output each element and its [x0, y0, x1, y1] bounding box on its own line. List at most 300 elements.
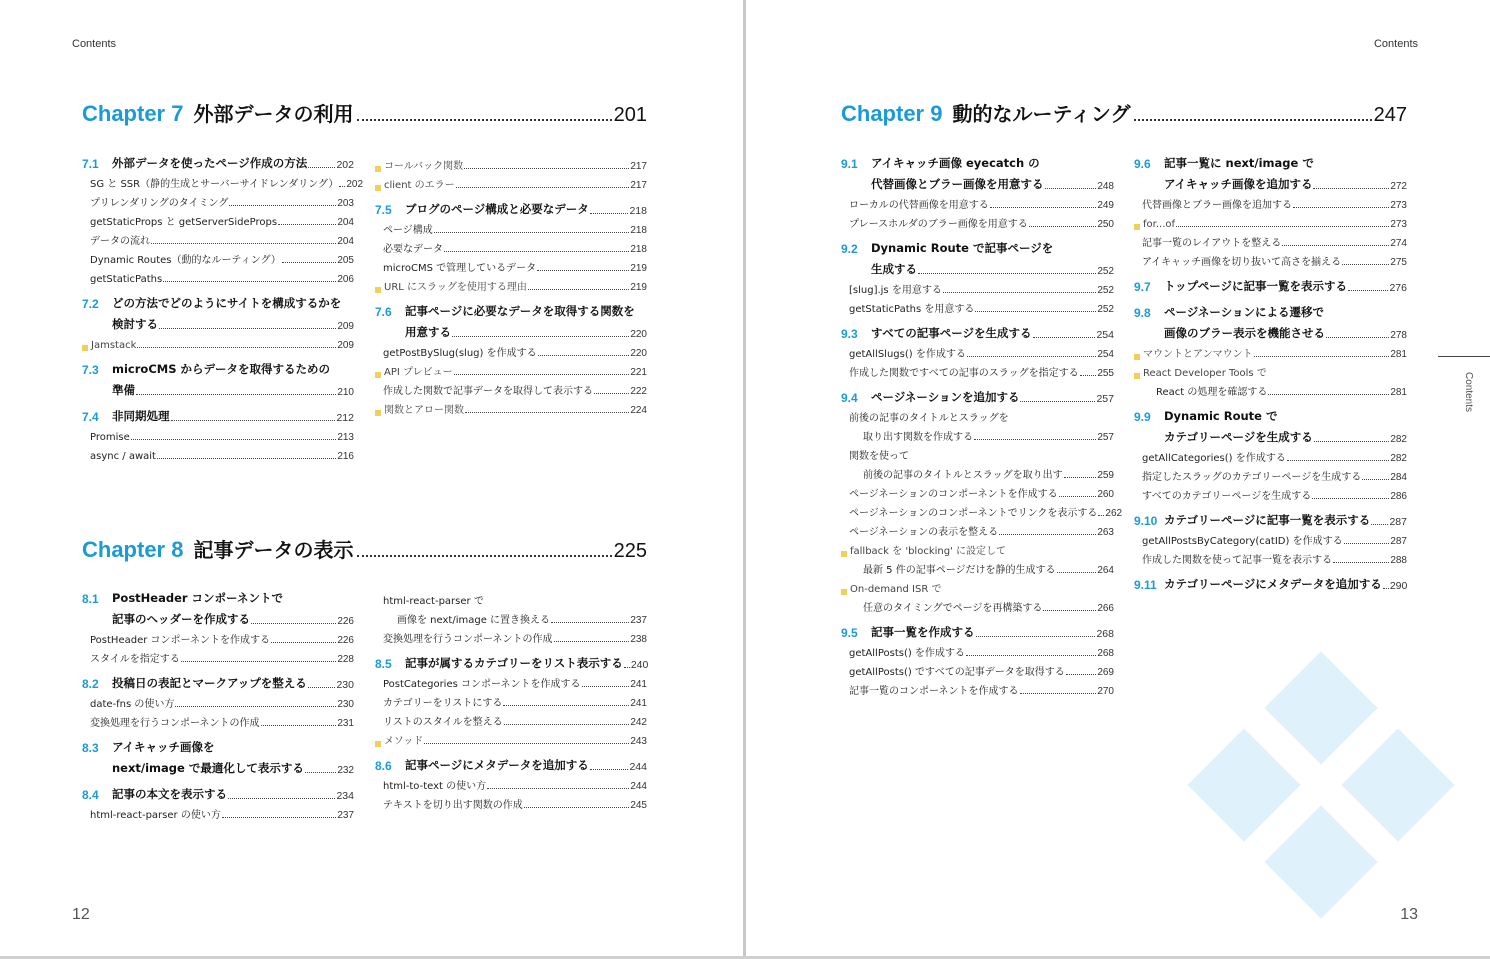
toc-column [1134, 150, 1407, 592]
entry-title: 外部データを使ったページ作成の方法 [112, 156, 308, 170]
leader-dots [1029, 226, 1097, 227]
toc-entry [841, 481, 1114, 500]
page-number: 12 [72, 906, 90, 923]
leader-dots [990, 207, 1097, 208]
entry-page: 216 [337, 451, 354, 462]
leader-dots [504, 724, 630, 725]
toc-section [841, 150, 1114, 171]
bullet-icon [375, 185, 381, 191]
leader-dots [1282, 245, 1389, 246]
entry-page: 219 [630, 263, 647, 274]
toc-entry [1134, 320, 1407, 341]
entry-page: 281 [1390, 387, 1407, 398]
toc-entry [841, 462, 1114, 481]
entry-title: getStaticProps と getServerSideProps [90, 217, 278, 228]
entry-title: microCMS からデータを取得するための [112, 362, 330, 376]
leader-dots [503, 705, 629, 706]
leader-dots [261, 725, 337, 726]
leader-dots [1362, 479, 1389, 480]
chapter-9-heading [841, 98, 1407, 128]
toc-entry [1134, 379, 1407, 398]
entry-title: カテゴリーをリストにする [383, 698, 503, 709]
leader-dots [1098, 515, 1104, 516]
entry-page: 252 [1097, 266, 1114, 277]
entry-title: getPostBySlug(slug) を作成する [383, 348, 537, 359]
leader-dots [251, 623, 336, 624]
entry-title: 記事一覧のレイアウトを整える [1142, 238, 1282, 249]
toc-section [375, 196, 647, 217]
entry-page: 202 [336, 159, 354, 171]
leader-dots [1045, 188, 1097, 189]
toc-entry [1134, 341, 1407, 360]
entry-page: 273 [1390, 219, 1407, 230]
toc-section [375, 650, 647, 671]
chapter-page: 225 [613, 540, 647, 562]
leader-dots [594, 393, 629, 394]
entry-page: 266 [1097, 603, 1114, 614]
entry-title: メソッド [384, 736, 424, 747]
entry-title: Dynamic Route で [1164, 409, 1278, 423]
toc-entry [82, 710, 354, 729]
entry-title: html-react-parser で [383, 596, 484, 607]
entry-title: Dynamic Route で記事ページを [871, 241, 1054, 255]
chapter-label: Chapter 7 [82, 101, 184, 126]
chapter-title: 記事データの表示 [193, 538, 354, 562]
entry-title: 画像のブラー表示を機能させる [1164, 326, 1325, 340]
toc-section [82, 670, 354, 691]
section-number: 9.10 [1134, 514, 1158, 528]
entry-page: 242 [630, 717, 647, 728]
entry-page: 273 [1390, 200, 1407, 211]
toc-entry [1134, 464, 1407, 483]
entry-title: データの流れ [90, 236, 150, 247]
toc-entry [375, 217, 647, 236]
entry-title: カテゴリーページにメタデータを追加する [1164, 577, 1382, 591]
toc-section [82, 734, 354, 755]
entry-title: 前後の記事のタイトルとスラッグを [849, 413, 1009, 424]
toc-entry [82, 424, 354, 443]
toc-entry [82, 311, 354, 332]
leader-dots [444, 251, 629, 252]
leader-dots [171, 420, 336, 421]
entry-page: 287 [1389, 516, 1407, 528]
entry-title: 準備 [112, 383, 135, 397]
entry-title: 記事ページにメタデータを追加する [405, 758, 589, 772]
toc-entry [375, 690, 647, 709]
entry-title: どの方法でどのようにサイトを構成するかを [112, 296, 342, 310]
leader-dots [999, 534, 1096, 535]
entry-title: for...of [1143, 219, 1176, 230]
entry-title: microCMS で管理しているデータ [383, 263, 537, 274]
leader-dots [454, 374, 630, 375]
chapter-title: 外部データの利用 [193, 102, 354, 126]
leader-dots [1066, 674, 1097, 675]
entry-page: 218 [629, 205, 647, 217]
leader-dots [624, 667, 630, 668]
toc-entry [375, 792, 647, 811]
entry-title: ページネーションの表示を整える [849, 527, 999, 538]
section-number: 7.4 [82, 410, 99, 424]
leader-dots [582, 686, 630, 687]
toc-entry [82, 332, 354, 351]
leader-dots [1057, 572, 1097, 573]
entry-page: 226 [337, 635, 354, 646]
leader-dots [163, 281, 336, 282]
toc-entry [82, 802, 354, 821]
entry-title: ページネーションのコンポーネントを作成する [849, 489, 1058, 500]
right-page [746, 0, 1490, 959]
leader-dots [976, 636, 1096, 637]
entry-page: 278 [1390, 330, 1407, 341]
leader-dots [487, 788, 629, 789]
entry-title: getStaticPaths [90, 274, 163, 285]
leader-dots [1383, 588, 1389, 589]
toc-entry [375, 274, 647, 293]
bullet-icon [375, 287, 381, 293]
section-number: 9.4 [841, 391, 858, 405]
leader-dots [974, 439, 1096, 440]
toc-entry [375, 728, 647, 747]
entry-title: 取り出す関数を作成する [863, 432, 973, 443]
entry-page: 248 [1097, 181, 1114, 192]
toc-column [375, 588, 647, 811]
leader-dots [308, 167, 335, 168]
leader-dots [229, 205, 336, 206]
toc-entry [82, 228, 354, 247]
section-number: 9.3 [841, 327, 858, 341]
decor-diamond [1264, 651, 1377, 764]
toc-entry [841, 277, 1114, 296]
leader-dots [434, 232, 630, 233]
toc-entry [841, 360, 1114, 379]
entry-title: マウントとアンマウント [1143, 349, 1253, 360]
leader-dots [271, 642, 336, 643]
entry-title: Jamstack [91, 340, 137, 351]
toc-entry [375, 607, 647, 626]
entry-title: 記事が属するカテゴリーをリスト表示する [405, 656, 623, 670]
leader-dots [308, 687, 336, 688]
toc-entry [841, 424, 1114, 443]
leader-dots [966, 655, 1096, 656]
toc-entry [82, 755, 354, 776]
entry-page: 262 [1105, 508, 1123, 519]
entry-title: 記事の本文を表示する [112, 787, 227, 801]
toc-entry [841, 256, 1114, 277]
leader-dots [278, 224, 336, 225]
section-number: 9.1 [841, 157, 858, 171]
decor-diamond [1187, 728, 1300, 841]
entry-page: 230 [337, 699, 354, 710]
entry-page: 218 [630, 225, 647, 236]
entry-title: ページネーションを追加する [871, 390, 1020, 404]
entry-title: date-fns の使い方 [90, 699, 175, 710]
entry-page: 231 [337, 718, 354, 729]
toc-section [1134, 403, 1407, 424]
entry-title: getStaticPaths を用意する [849, 304, 975, 315]
entry-title: カテゴリーページに記事一覧を表示する [1164, 513, 1371, 527]
entry-page: 264 [1097, 565, 1114, 576]
entry-title: 検討する [112, 317, 158, 331]
entry-title: SG と SSR（静的生成とサーバーサイドレンダリング） [90, 179, 339, 190]
entry-page: 288 [1390, 555, 1407, 566]
entry-page: 286 [1390, 491, 1407, 502]
entry-title: 記事一覧に next/image で [1164, 156, 1314, 170]
entry-page: 237 [630, 615, 647, 626]
entry-title: API プレビュー [384, 367, 453, 378]
entry-title: [slug].js を用意する [849, 285, 942, 296]
toc-section [841, 320, 1114, 341]
toc-entry [82, 627, 354, 646]
bullet-icon [375, 410, 381, 416]
section-number: 9.8 [1134, 306, 1151, 320]
leader-dots [590, 213, 629, 214]
entry-title: Promise [90, 432, 130, 443]
entry-page: 228 [337, 654, 354, 665]
toc-entry [375, 773, 647, 792]
entry-page: 204 [337, 236, 354, 247]
entry-title: 生成する [871, 262, 917, 276]
toc-section [82, 356, 354, 377]
leader-dots [136, 394, 336, 395]
toc-entry [82, 209, 354, 228]
entry-page: 210 [337, 387, 354, 398]
entry-title: 記事一覧を作成する [871, 625, 975, 639]
toc-entry [375, 153, 647, 172]
entry-title: 作成した関数で記事データを取得して表示する [383, 386, 593, 397]
leader-dots [551, 622, 629, 623]
entry-page: 274 [1390, 238, 1407, 249]
leader-dots [452, 336, 629, 337]
entry-page: 230 [336, 679, 354, 691]
entry-page: 275 [1390, 257, 1407, 268]
toc-section [841, 235, 1114, 256]
toc-entry [375, 359, 647, 378]
leader-dots [1268, 394, 1389, 395]
entry-title: URL にスラッグを使用する理由 [384, 282, 527, 293]
toc-entry [841, 576, 1114, 595]
toc-section [82, 290, 354, 311]
entry-title: 指定したスラッグのカテゴリーページを生成する [1142, 472, 1362, 483]
toc-entry [1134, 211, 1407, 230]
entry-title: html-react-parser の使い方 [90, 810, 221, 821]
toc-entry [1134, 528, 1407, 547]
leader-dots [1312, 498, 1389, 499]
toc-entry [375, 588, 647, 607]
entry-page: 252 [1097, 285, 1114, 296]
entry-page: 257 [1096, 393, 1114, 405]
section-number: 8.3 [82, 741, 99, 755]
toc-entry [841, 405, 1114, 424]
toc-entry [1134, 192, 1407, 211]
entry-title: 画像を next/image に置き換える [397, 615, 551, 626]
entry-page: 218 [630, 244, 647, 255]
entry-title: ローカルの代替画像を用意する [849, 200, 989, 211]
entry-page: 204 [337, 217, 354, 228]
toc-entry [375, 378, 647, 397]
entry-title: 用意する [405, 325, 451, 339]
leader-dots [1313, 188, 1389, 189]
toc-entry [375, 172, 647, 191]
leader-dots [1287, 460, 1390, 461]
entry-title: 記事ページに必要なデータを取得する関数を [405, 304, 635, 318]
entry-page: 212 [336, 412, 354, 424]
toc-entry [82, 691, 354, 710]
leader-dots [1314, 441, 1390, 442]
section-number: 8.2 [82, 677, 99, 691]
entry-title: On-demand ISR で [850, 584, 942, 595]
entry-title: 変換処理を行うコンポーネントの作成 [90, 718, 260, 729]
entry-page: 209 [337, 321, 354, 332]
entry-page: 240 [630, 659, 649, 671]
toc-entry [841, 211, 1114, 230]
entry-page: 202 [346, 179, 364, 190]
entry-title: プリレンダリングのタイミング [90, 198, 229, 209]
entry-page: 257 [1097, 432, 1114, 443]
toc-section [1134, 507, 1407, 528]
leader-dots [137, 347, 336, 348]
entry-title: 記事のヘッダーを作成する [112, 612, 250, 626]
chapter-label: Chapter 8 [82, 537, 184, 562]
section-number: 8.4 [82, 788, 99, 802]
toc-entry [82, 247, 354, 266]
toc-entry [841, 171, 1114, 192]
toc-section [1134, 273, 1407, 294]
toc-column [841, 150, 1123, 697]
leader-dots [1293, 207, 1389, 208]
left-page [0, 0, 743, 959]
leader-dots [1020, 693, 1097, 694]
toc-entry [375, 255, 647, 274]
entry-page: 241 [630, 698, 647, 709]
entry-page: 220 [630, 348, 647, 359]
entry-title: ページ構成 [383, 225, 433, 236]
entry-page: 243 [630, 736, 647, 747]
side-tab-label: Contents [1463, 372, 1474, 413]
entry-page: 244 [629, 761, 647, 773]
toc-entry [841, 595, 1114, 614]
leader-dots [305, 772, 336, 773]
entry-page: 272 [1390, 181, 1407, 192]
toc-entry [82, 443, 354, 462]
entry-title: アイキャッチ画像 eyecatch の [871, 156, 1040, 170]
toc-entry [841, 659, 1114, 678]
toc-section [82, 781, 354, 802]
leader-dots [464, 168, 629, 169]
toc-entry [375, 709, 647, 728]
bullet-icon [375, 741, 381, 747]
entry-title: client のエラー [384, 180, 455, 191]
section-number: 9.2 [841, 242, 858, 256]
entry-title: トップページに記事一覧を表示する [1164, 279, 1347, 293]
toc-entry [375, 626, 647, 645]
entry-page: 284 [1390, 472, 1407, 483]
toc-entry [1134, 547, 1407, 566]
leader-dots [943, 292, 1096, 293]
toc-section [82, 585, 354, 606]
toc-entry [375, 671, 647, 690]
entry-page: 203 [337, 198, 354, 209]
toc-section [82, 150, 354, 171]
entry-title: PostCategories コンポーネントを作成する [383, 679, 581, 690]
toc-entry [1134, 360, 1407, 379]
leader-dots [537, 270, 629, 271]
running-head: Contents [72, 38, 117, 50]
entry-page: 249 [1097, 200, 1114, 211]
entry-title: getAllPostsByCategory(catID) を作成する [1142, 536, 1343, 547]
toc-column [82, 150, 364, 462]
toc-entry [1134, 483, 1407, 502]
toc-entry [841, 500, 1123, 519]
leader-dots [1043, 610, 1096, 611]
toc-entry [82, 377, 354, 398]
entry-title: getAllCategories() を作成する [1142, 453, 1286, 464]
toc-section [375, 298, 647, 319]
toc-entry [375, 340, 647, 359]
leader-dots [1064, 477, 1097, 478]
entry-page: 217 [630, 180, 647, 191]
section-number: 7.3 [82, 363, 99, 377]
entry-page: 268 [1097, 648, 1114, 659]
entry-title: fallback を 'blocking' に設定して [850, 546, 1007, 557]
section-number: 8.5 [375, 657, 392, 671]
section-number: 7.6 [375, 305, 392, 319]
toc-entry [841, 443, 1114, 462]
leader-dots [339, 186, 345, 187]
entry-page: 222 [630, 386, 647, 397]
entry-title: PostHeader コンポーネントを作成する [90, 635, 271, 646]
toc-entry [82, 171, 364, 190]
toc-entry [1134, 424, 1407, 445]
section-number: 9.6 [1134, 157, 1151, 171]
running-head: Contents [1373, 38, 1418, 50]
entry-title: getAllSlugs() を作成する [849, 349, 966, 360]
toc-section [375, 752, 647, 773]
leader-dots [465, 412, 629, 413]
entry-title: React の処理を確認する [1156, 387, 1268, 398]
entry-title: 非同期処理 [112, 409, 170, 423]
entry-title: Dynamic Routes（動的なルーティング） [90, 255, 281, 266]
chapter-page: 201 [613, 104, 647, 126]
entry-page: 205 [337, 255, 354, 266]
entry-page: 281 [1390, 349, 1407, 360]
entry-page: 270 [1097, 686, 1114, 697]
entry-title: 作成した関数を使って記事一覧を表示する [1142, 555, 1332, 566]
chapter-7-heading [82, 98, 647, 128]
leader-dots [282, 262, 336, 263]
entry-title: リストのスタイルを整える [383, 717, 503, 728]
leader-dots [1344, 543, 1390, 544]
entry-title: getAllPosts() を作成する [849, 648, 965, 659]
entry-title: 投稿日の表記とマークアップを整える [112, 676, 307, 690]
chapter-label: Chapter 9 [841, 101, 943, 126]
leader-dots [357, 555, 611, 557]
toc-section [841, 384, 1114, 405]
chapter-title: 動的なルーティング [952, 102, 1131, 126]
leader-dots [1020, 401, 1095, 402]
bullet-icon [82, 345, 88, 351]
section-number: 7.1 [82, 157, 99, 171]
entry-title: React Developer Tools で [1143, 368, 1267, 379]
leader-dots [1333, 562, 1389, 563]
entry-title: 最新 5 件の記事ページだけを静的生成する [863, 565, 1056, 576]
entry-title: スタイルを指定する [90, 654, 180, 665]
toc-entry [82, 190, 354, 209]
entry-page: 250 [1097, 219, 1114, 230]
entry-page: 263 [1097, 527, 1114, 538]
entry-page: 241 [630, 679, 647, 690]
leader-dots [1342, 264, 1389, 265]
page-number: 13 [1400, 906, 1418, 923]
